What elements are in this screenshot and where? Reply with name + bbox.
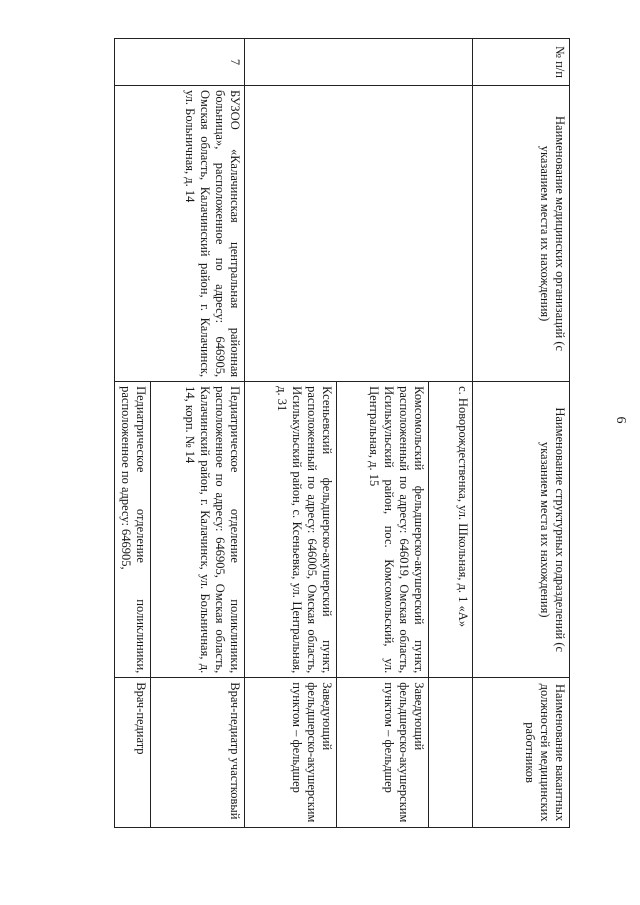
row-organization xyxy=(245,85,473,381)
row-structural-unit: Ксеньевский фельдшерско-акушерский пункт, расположенный по адресу: 646005, Омская область, Исилькульский район, с. Ксеньевка, ул. Центральная, д. 31 xyxy=(245,382,337,678)
row-structural-unit: Комсомольский фельдшерско-акушерский пункт, расположенный по адресу: 646019, Омская область, Исилькульский район, пос. Комсомольский, ул. Центральная, д. 15 xyxy=(337,382,429,678)
header-vacant-positions: Наименование вакантных должностей медицинских работников xyxy=(473,678,570,828)
row-position: Врач-педиатр xyxy=(115,678,151,828)
row-structural-unit: Педиатрическое отделение поликлиники, расположенное по адресу: 646905, Омская область, Калачинский район, г. Калачинск, ул. Больничная, д. 14, корп. № 14 xyxy=(151,382,245,678)
vacancy-table xyxy=(114,38,570,828)
row-position: Заведующий фельдшерско-акушерским пунктом – фельдшер xyxy=(337,678,429,828)
row-position xyxy=(429,678,473,828)
page-number: 6 xyxy=(613,416,628,424)
row-position: Заведующий фельдшерско-акушерским пунктом – фельдшер xyxy=(245,678,337,828)
row-num xyxy=(245,39,473,86)
table-header-row xyxy=(473,39,570,828)
row-organization: БУЗОО «Калачинская центральная районная больница», расположенное по адресу: 646905, Омская область, Калачинский район, г. Калачинск, ул. Больничная, д. 14 xyxy=(115,85,245,381)
row-num: 7 xyxy=(115,39,245,86)
row-structural-unit: с. Новорождественка, ул. Школьная, д. 1 «А» xyxy=(429,382,473,678)
header-organization: Наименование медицинских организаций (с указанием места их нахождения) xyxy=(473,85,570,381)
row-structural-unit: Педиатрическое отделение поликлиники, расположенное по адресу: 646905, xyxy=(115,382,151,678)
row-position: Врач-педиатр участковый xyxy=(151,678,245,828)
header-structural-unit: Наименование структурных подразделений (с указанием места их нахождения) xyxy=(473,382,570,678)
table-row xyxy=(429,39,473,828)
table-row xyxy=(151,39,245,828)
vacancy-table-rotated xyxy=(80,38,570,828)
header-num: № п/п xyxy=(473,39,570,86)
